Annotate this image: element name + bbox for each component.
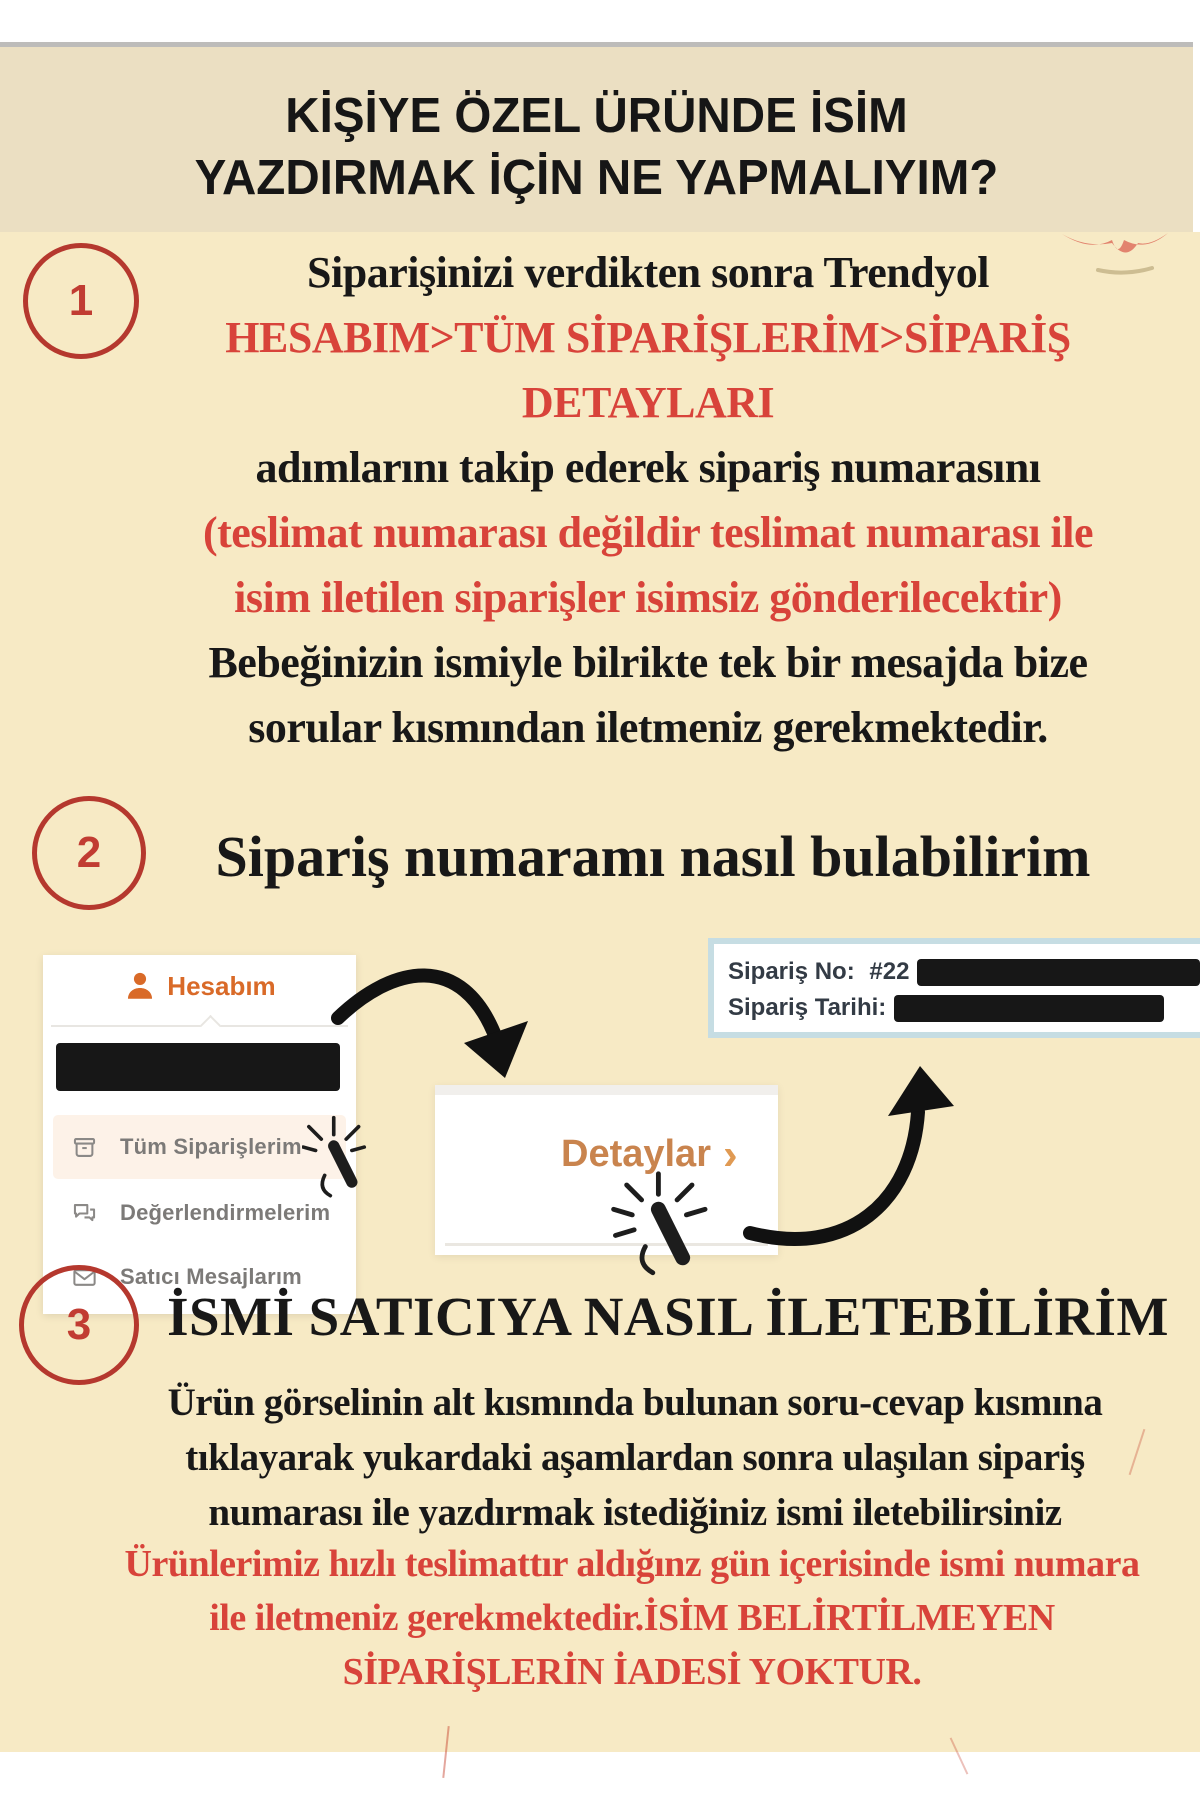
step3-line: Ürün görselinin alt kısmında bulunan soru-cevap kısmına	[167, 1381, 1103, 1424]
orders-box-icon	[71, 1134, 98, 1161]
details-card-top-strip	[435, 1085, 778, 1095]
click-cursor-icon	[302, 1112, 370, 1207]
step1-line: (teslimat numarası değildir teslimat numarası ile	[202, 508, 1094, 557]
step1-line: Bebeğinizin ismiyle bilrikte tek bir mesajda bize	[208, 638, 1088, 687]
details-card	[435, 1085, 778, 1255]
step3-number: 3	[66, 1300, 92, 1349]
step1-line: HESABIM>TÜM SİPARİŞLERİM>SİPARİŞ	[225, 313, 1071, 362]
warning-line: SİPARİŞLERİN İADESİ YOKTUR.	[342, 1651, 922, 1693]
step1-number: 1	[68, 276, 94, 325]
order-no-value: #22	[862, 958, 910, 985]
menu-item-label: Satıcı Mesajlarım	[120, 1264, 302, 1289]
click-cursor-icon	[608, 1168, 720, 1286]
step2-number: 2	[76, 828, 102, 877]
step1-text-block	[96, 240, 1200, 760]
account-header-label: Hesabım	[167, 970, 276, 1001]
divider-caret	[200, 1015, 221, 1036]
menu-item-label: Tüm Siparişlerim	[120, 1134, 302, 1159]
step3-number-badge	[19, 1265, 139, 1385]
redacted-order-number-bar	[917, 959, 1200, 986]
step1-line: adımlarını takip ederek sipariş numarasını	[255, 443, 1041, 492]
warning-line: ile iletmeniz gerekmektedir.İSİM BELİRTİLMEYEN	[209, 1597, 1055, 1639]
order-no-label: Sipariş No:	[728, 958, 855, 985]
step3-heading: İSMİ SATICIYA NASIL İLETEBİLİRİM	[167, 1286, 1169, 1347]
step3-line: numarası ile yazdırmak istediğiniz ismi iletebilirsiniz	[208, 1491, 1062, 1534]
page-title-line-1: KİŞİYE ÖZEL ÜRÜNDE İSİM	[285, 89, 908, 143]
order-summary-card	[708, 938, 1200, 1038]
order-date-row	[728, 990, 1200, 1026]
title-banner	[0, 47, 1193, 232]
chevron-right-icon: ›	[722, 1129, 738, 1179]
step1-line: DETAYLARI	[521, 378, 775, 427]
person-icon	[123, 969, 157, 1003]
account-header[interactable]	[43, 963, 356, 1009]
redacted-order-date-bar	[894, 995, 1164, 1022]
step1-line: Siparişinizi verdikten sonra Trendyol	[307, 248, 989, 297]
menu-item-label: Değerlendirmelerim	[120, 1200, 331, 1225]
warning-line: Ürünlerimiz hızlı teslimattır aldığınz gün içerisinde ismi numara	[124, 1543, 1140, 1585]
step1-line: isim iletilen siparişler isimsiz gönderilecektir)	[234, 573, 1062, 622]
order-no-row	[728, 954, 1200, 990]
step2-heading: Sipariş numaramı nasıl bulabilirim	[215, 824, 1091, 889]
step1-line: sorular kısmından iletmeniz gerekmektedir.	[248, 703, 1048, 752]
reviews-icon	[71, 1200, 98, 1227]
details-button-label: Detaylar	[561, 1133, 711, 1175]
page-title-line-2: YAZDIRMAK İÇİN NE YAPMALIYIM?	[194, 151, 999, 205]
redacted-username-bar	[56, 1043, 340, 1091]
step3-line: tıklayarak yukardaki aşamlardan sonra ulaşılan sipariş	[185, 1436, 1085, 1479]
step3-text-block	[65, 1375, 1200, 1540]
order-date-label: Sipariş Tarihi:	[728, 994, 887, 1021]
step2-number-badge	[32, 796, 146, 910]
warning-text-block	[52, 1537, 1200, 1699]
